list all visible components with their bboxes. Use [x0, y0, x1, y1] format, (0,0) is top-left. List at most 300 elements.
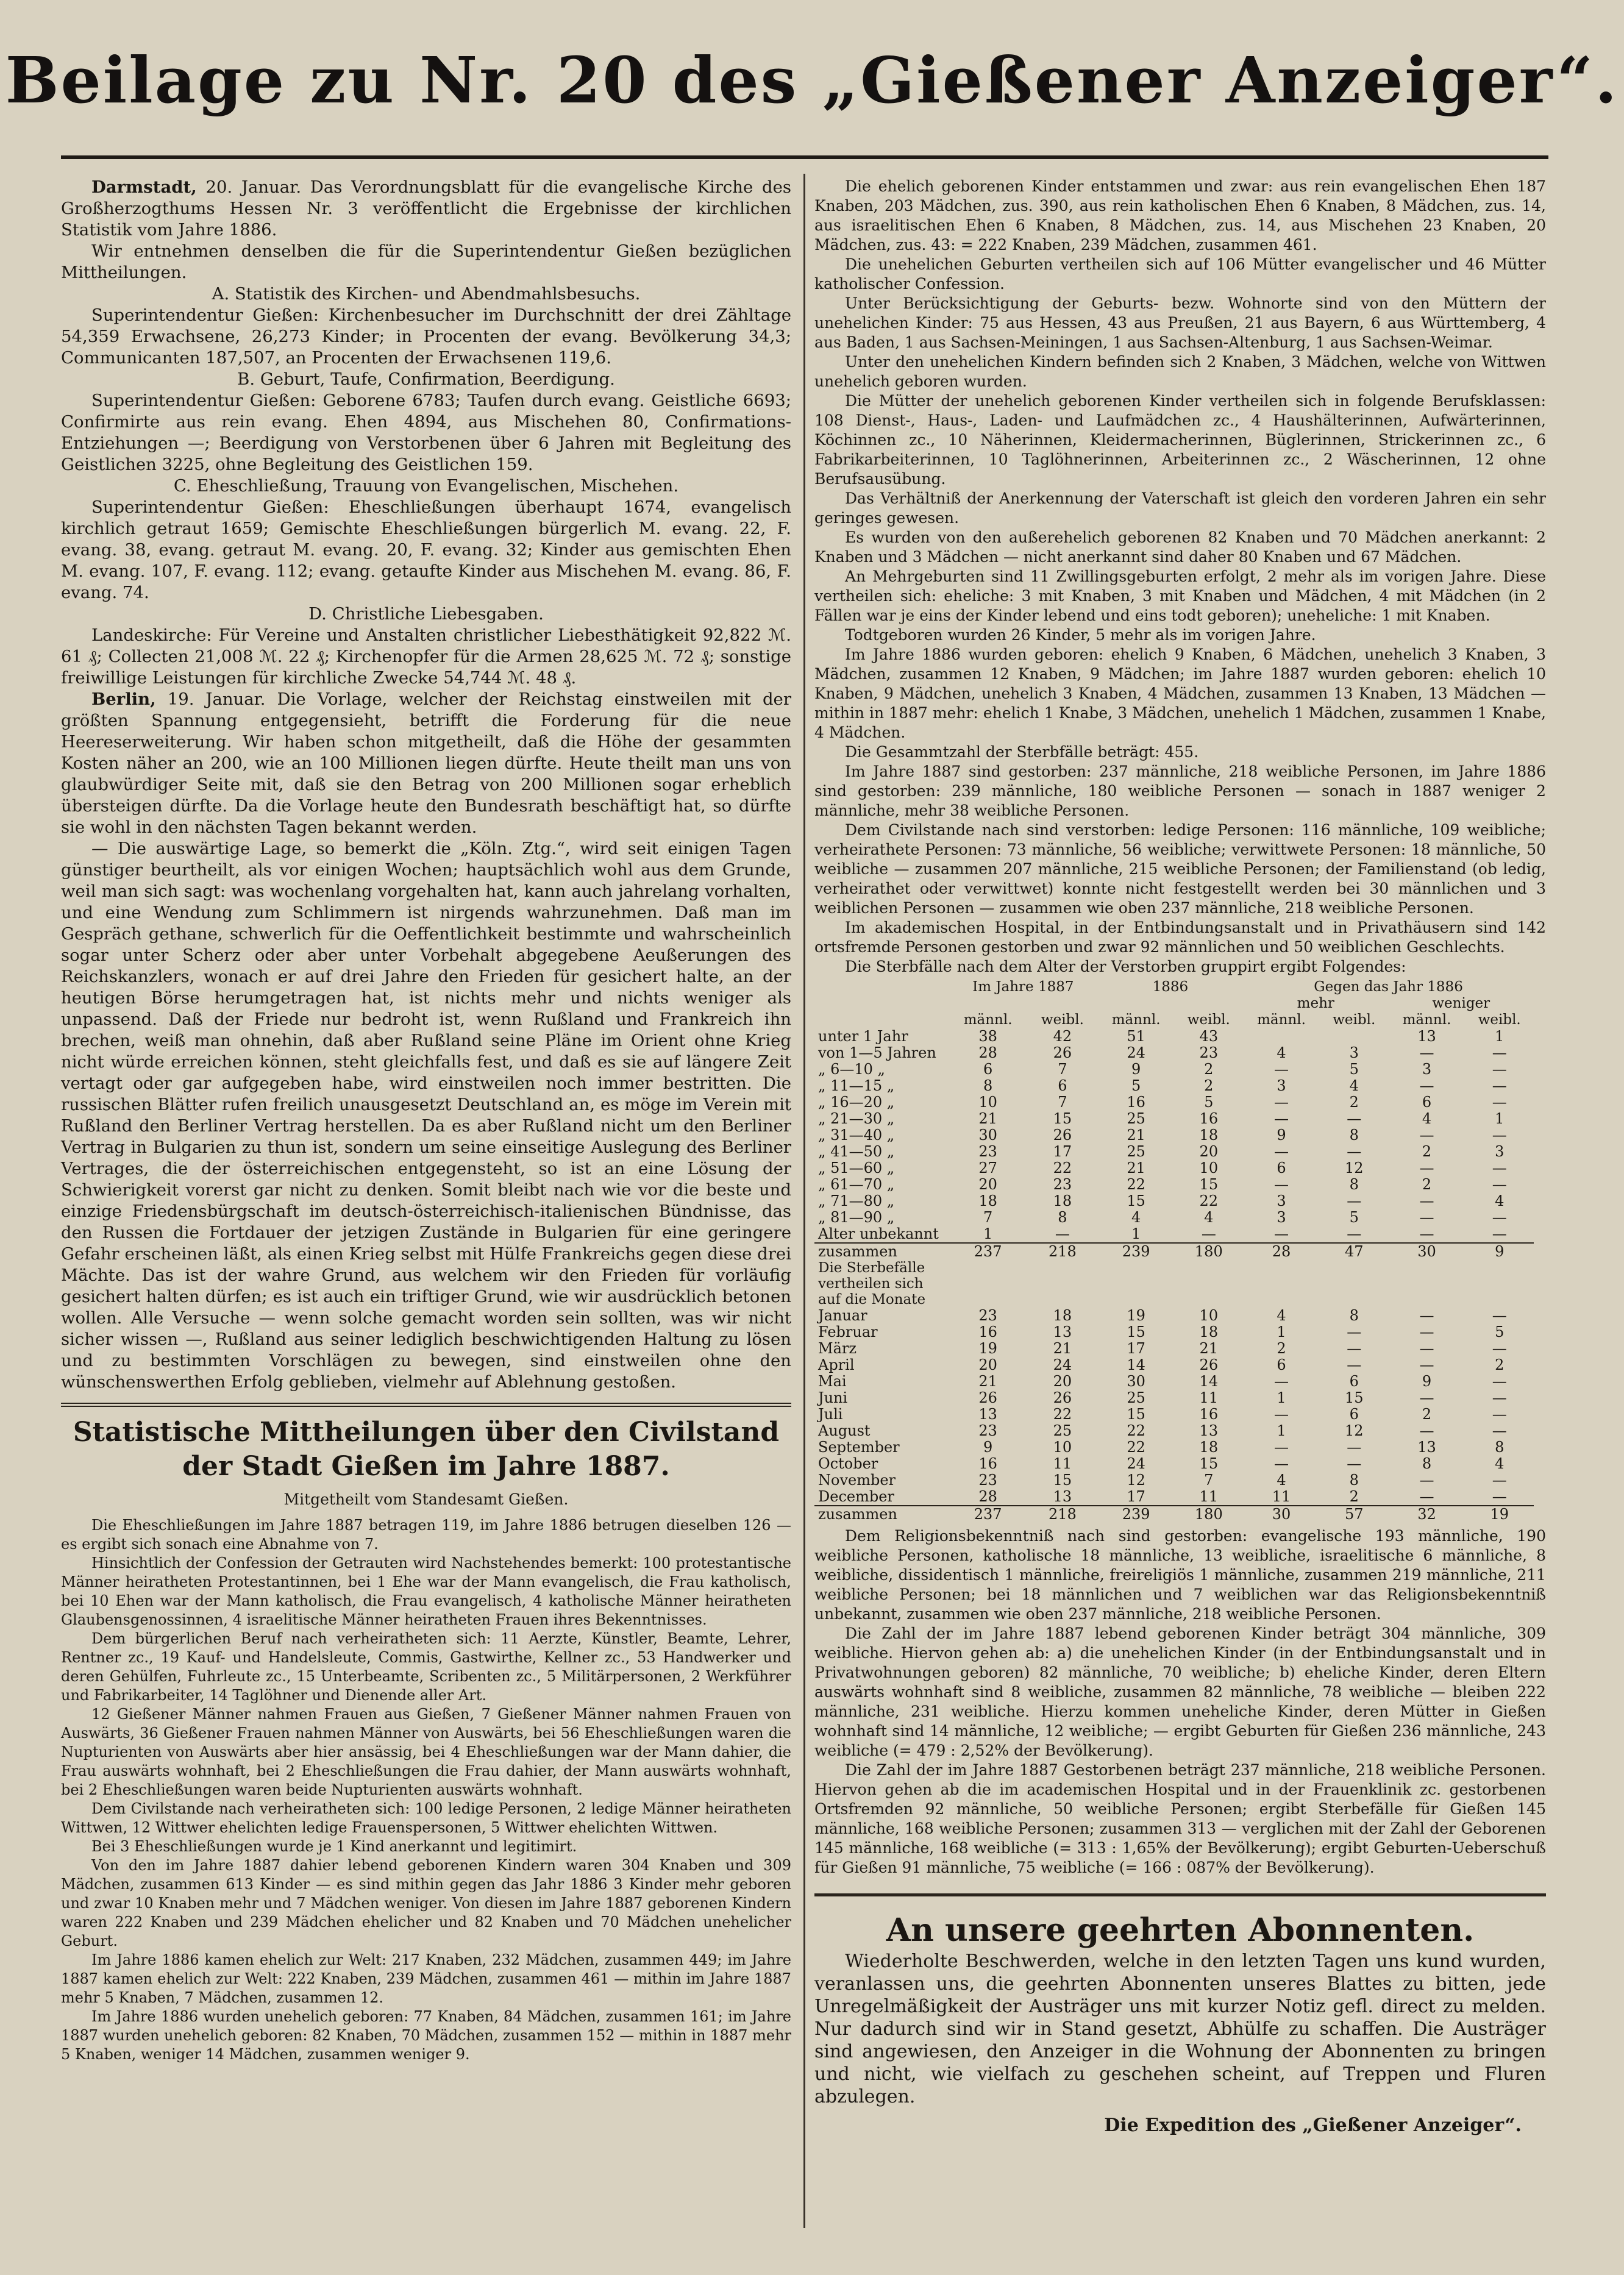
table-cell: 4: [1422, 1110, 1432, 1127]
table-cell: 9: [1422, 1373, 1432, 1390]
table-cell: 9: [1465, 1243, 1534, 1260]
row-label: zusammen: [814, 1243, 949, 1260]
table-cell: 13: [978, 1406, 997, 1423]
header-weibl: weibl.: [1187, 1012, 1230, 1028]
table-cell: 16: [978, 1323, 997, 1340]
table-header-row: [814, 995, 1534, 1012]
table-cell: —: [1274, 1439, 1289, 1456]
table-cell: —: [1492, 1061, 1507, 1078]
row-label: zusammen: [814, 1506, 949, 1523]
table-cell: 23: [1053, 1176, 1072, 1193]
table-cell: 21: [1127, 1159, 1145, 1177]
table-cell: 22: [1127, 1422, 1145, 1439]
row-label: „ 21—30 „: [818, 1110, 895, 1127]
table-cell: 23: [978, 1472, 997, 1489]
row-label: September: [818, 1439, 900, 1456]
table-cell: 3: [1422, 1061, 1432, 1078]
table-cell: 10: [1053, 1439, 1072, 1456]
section-d-text: Landeskirche: Für Vereine und Anstalten christlicher Liebesthätigkeit 92,822 ℳ. 61 ₰; Collecten 21,008 ℳ. 22 ₰; Kirchenopfer für die Armen 28,625 ℳ. 72 ₰; sonstige freiwillige Leistungen für kirchliche Zwecke 54,744 ℳ. 48 ₰.: [61, 625, 791, 688]
table-cell: 20: [1199, 1143, 1219, 1160]
header-1886: 1886: [1152, 979, 1189, 995]
table-cell: 38: [978, 1028, 997, 1045]
row-label: Februar: [818, 1323, 878, 1340]
table-cell: 2: [1349, 1488, 1359, 1505]
right-paragraph: Die unehelichen Geburten vertheilen sich auf 106 Mütter evangelischer und 46 Mütter katholischer Confession.: [814, 255, 1546, 293]
table-cell: 20: [978, 1176, 997, 1193]
table-cell: 51: [1127, 1028, 1145, 1045]
table-cell: 17: [1053, 1143, 1072, 1160]
article-byline: Mitgetheilt vom Standesamt Gießen.: [283, 1490, 569, 1508]
month-row: [814, 1439, 1534, 1456]
age-row: [814, 1061, 1534, 1078]
section-c-text: Superintendentur Gießen: Eheschließungen überhaupt 1674, evangelisch kirchlich getraut 1659; Gemischte Eheschließungen bürgerlich M. evang. 22, F. evang. 38, evang. getraut M. evang. 20, F. evang. 32; Kinder aus gemischten Ehen M. evang. 107, F. evang. 112; evang. getaufte Kinder aus Mischehen M. evang. 86, F. evang. 74.: [61, 497, 791, 602]
table-cell: —: [1274, 1143, 1289, 1160]
table-cell: 1: [1277, 1323, 1286, 1340]
table-cell: 18: [1199, 1323, 1219, 1340]
table-cell: —: [1274, 1455, 1289, 1472]
darmstadt-intro: 20. Januar. Das Verordnungsblatt für die evangelische Kirche des Großherzogthums Hessen Nr. 3 veröffentlicht die Ergebnisse der kirchlichen Statistik vom Jahre 1886.: [61, 177, 791, 240]
table-cell: 9: [1277, 1127, 1286, 1144]
table-cell: 13: [1417, 1439, 1436, 1456]
header-maennl: männl.: [1402, 1012, 1451, 1028]
row-label: „ 41—50 „: [818, 1143, 895, 1160]
right-paragraph: Todtgeboren wurden 26 Kinder, 5 mehr als im vorigen Jahre.: [845, 626, 1316, 644]
subscriber-notice: [814, 1893, 1546, 2137]
table-cell: 13: [1053, 1323, 1072, 1340]
table-cell: 17: [1127, 1340, 1145, 1357]
notice-title: An unsere geehrten Abonnenten.: [886, 1912, 1475, 1949]
table-cell: —: [1347, 1143, 1362, 1160]
table-cell: 24: [1127, 1044, 1145, 1061]
table-cell: —: [1419, 1209, 1434, 1226]
article-paragraph: Von den im Jahre 1887 dahier lebend geborenen Kindern waren 304 Knaben und 309 Mädchen, zusammen 613 Kinder — es sind mithin gegen das Jahr 1886 3 Kinder mehr geboren und zwar 10 Knaben mehr und 7 Mädchen weniger. Von diesen im Jahre 1887 geborenen Kindern waren 222 Knaben und 239 Mädchen ehelicher und 82 Knaben und 70 Mädchen unehelicher Geburt.: [61, 1857, 791, 1949]
right-paragraph: Die Sterbfälle nach dem Alter der Verstorben gruppirt ergibt Folgendes:: [845, 958, 1406, 975]
table-cell: 1: [983, 1225, 993, 1242]
table-cell: 11: [1199, 1389, 1219, 1406]
header-weniger: weniger: [1432, 995, 1490, 1011]
month-row: [814, 1489, 1534, 1506]
table-cell: 12: [1127, 1472, 1145, 1489]
month-row: [814, 1390, 1534, 1406]
age-row: [814, 1193, 1534, 1209]
row-label: April: [818, 1356, 855, 1373]
table-cell: —: [1274, 1225, 1289, 1242]
table-cell: 3: [1277, 1192, 1286, 1209]
table-cell: 28: [1243, 1243, 1320, 1260]
table-cell: 4: [1277, 1472, 1286, 1489]
article-paragraph: Hinsichtlich der Confession der Getrauten wird Nachstehendes bemerkt: 100 protestantische Männer heiratheten Protestantinnen, bei 1 Ehe war der Mann evangelisch, die Frau katholisch, bei 10 Ehen war der Mann katholisch, die Frau evangelisch, 4 katholische Männer heiratheten Glaubensgenossinnen, 4 israelitische Männer heiratheten Frauen ihres Bekenntnisses.: [61, 1554, 791, 1628]
table-corner: [814, 979, 949, 995]
article-paragraph: Bei 3 Eheschließungen wurde je 1 Kind anerkannt und legitimirt.: [91, 1838, 577, 1855]
table-cell: 2: [1277, 1340, 1286, 1357]
table-cell: 6: [983, 1061, 993, 1078]
table-cell: 239: [1098, 1506, 1175, 1523]
right-paragraph: Unter Berücksichtigung der Geburts- bezw. Wohnorte sind von den Müttern der unehelichen Kinder: 75 aus Hessen, 43 aus Preußen, 21 aus Bayern, 6 aus Württemberg, 4 aus Baden, 1 aus Sachsen-Meiningen, 1 aus Sachsen-Altenburg, 1 aus Sachsen-Weimar.: [814, 294, 1546, 351]
age-row: [814, 1226, 1534, 1243]
table-cell: 1: [1131, 1225, 1141, 1242]
table-cell: 30: [1243, 1506, 1320, 1523]
table-cell: 20: [978, 1356, 997, 1373]
table-cell: 8: [983, 1077, 993, 1094]
table-cell: 21: [1199, 1340, 1219, 1357]
row-label: März: [818, 1340, 857, 1357]
right-paragraph: Dem Civilstande nach sind verstorben: ledige Personen: 116 männliche, 109 weibliche; verheirathete Personen: 73 männliche, 56 weibliche; verwittwete Personen: 18 männliche, 50 weibliche — zusammen 207 männliche, 215 weibliche Personen; der Familienstand (ob ledig, verheirathet oder verwittwet) konnte nicht festgestellt werden bei 30 männlichen und 3 weiblichen Personen — zusammen wie oben 237 männliche, 218 weibliche Personen.: [814, 821, 1546, 917]
darmstadt-dateline: Darmstadt,: [91, 177, 197, 197]
table-cell: 12: [1344, 1159, 1364, 1177]
months-label-row: [814, 1260, 1534, 1308]
header-gegen: Gegen das Jahr 1886: [1314, 979, 1463, 995]
table-cell: 16: [978, 1455, 997, 1472]
table-cell: —: [1492, 1176, 1507, 1193]
table-cell: 3: [1495, 1143, 1505, 1160]
table-cell: [1320, 1028, 1389, 1045]
table-cell: 13: [1053, 1488, 1072, 1505]
total-row: [814, 1243, 1534, 1260]
age-row: [814, 1045, 1534, 1061]
table-cell: 22: [1053, 1406, 1072, 1423]
table-cell: —: [1419, 1323, 1434, 1340]
header-mehr: mehr: [1297, 995, 1334, 1011]
right-paragraph: Die Mütter der unehelich geborenen Kinder vertheilen sich in folgende Berufsklassen: 108 Dienst-, Haus-, Laden- und Laufmädchen zc., 4 Haushälterinnen, Aufwärterinnen, Köchinnen zc., 10 Näherinnen, Kleidermacherinnen, Büglerinnen, Strickerinnen zc., 6 Fabrikarbeiterinnen, 10 Taglöhnerinnen, Arbeiterinnen zc., 2 Wäscherinnen, 12 ohne Berufsausübung.: [814, 392, 1546, 488]
table-cell: [1243, 1028, 1320, 1045]
table-cell: 10: [978, 1094, 997, 1111]
row-label: „ 81—90 „: [818, 1209, 895, 1226]
table-cell: 6: [1277, 1159, 1286, 1177]
table-cell: 15: [1344, 1389, 1364, 1406]
month-row: [814, 1340, 1534, 1357]
table-cell: 8: [1349, 1307, 1359, 1324]
table-cell: 1: [1495, 1110, 1505, 1127]
table-cell: 3: [1349, 1044, 1359, 1061]
header-maennl: männl.: [963, 1012, 1013, 1028]
table-cell: 22: [1127, 1439, 1145, 1456]
table-cell: 32: [1389, 1506, 1466, 1523]
table-cell: —: [1347, 1110, 1362, 1127]
table-cell: —: [1419, 1472, 1434, 1489]
row-label: „ 51—60 „: [818, 1159, 895, 1177]
table-cell: 22: [1053, 1159, 1072, 1177]
month-row: [814, 1472, 1534, 1489]
table-cell: 24: [1127, 1455, 1145, 1472]
article-paragraph: Dem Civilstande nach verheiratheten sich: 100 ledige Personen, 2 ledige Männer heiratheten Wittwen, 12 Wittwer ehelichten ledige Frauenspersonen, 5 Wittwer ehelichten Wittwen.: [61, 1800, 791, 1836]
article-paragraph: Im Jahre 1886 kamen ehelich zur Welt: 217 Knaben, 232 Mädchen, zusammen 449; im Jahre 1887 kamen ehelich zur Welt: 222 Knaben, 239 Mädchen, zusammen 461 — mithin im Jahre 1887 mehr 5 Knaben, 7 Mädchen, zusammen 12.: [61, 1951, 791, 2006]
table-cell: —: [1419, 1422, 1434, 1439]
table-cell: 4: [1277, 1044, 1286, 1061]
table-cell: 28: [978, 1488, 997, 1505]
table-cell: 237: [949, 1243, 1027, 1260]
table-cell: 19: [1127, 1307, 1145, 1324]
table-cell: 25: [1127, 1110, 1145, 1127]
row-label: unter 1 Jahr: [818, 1028, 908, 1045]
row-label: „ 6—10 „: [818, 1061, 885, 1078]
table-cell: 7: [1058, 1094, 1067, 1111]
table-cell: 18: [1053, 1307, 1072, 1324]
row-label: Januar: [818, 1307, 867, 1324]
month-row: [814, 1423, 1534, 1439]
table-cell: 25: [1053, 1422, 1072, 1439]
left-column: [61, 177, 791, 2064]
table-cell: 4: [1495, 1192, 1505, 1209]
table-cell: 9: [1131, 1061, 1141, 1078]
table-cell: 2: [1495, 1356, 1505, 1373]
table-cell: —: [1347, 1192, 1362, 1209]
section-b-text: Superintendentur Gießen: Geborene 6783; Taufen durch evang. Geistliche 6693; Confirmirte aus rein evang. Ehen 4894, aus Mischehen 80, Confirmations-Entziehungen —; Beerdigung von Verstorbenen über 6 Jahren mit Begleitung des Geistlichen 3225, ohne Begleitung des Geistlichen 159.: [61, 391, 791, 474]
row-label: Alter unbekannt: [818, 1225, 939, 1242]
table-cell: —: [1347, 1455, 1362, 1472]
table-cell: 26: [1053, 1389, 1072, 1406]
article-paragraph: Die Eheschließungen im Jahre 1887 betragen 119, im Jahre 1886 betrugen dieselben 126 — es ergibt sich sonach eine Abnahme von 7.: [61, 1517, 791, 1553]
darmstadt-report: [61, 177, 791, 241]
table-cell: 18: [1053, 1192, 1072, 1209]
table-cell: —: [1492, 1488, 1507, 1505]
table-cell: 21: [978, 1373, 997, 1390]
table-cell: 3: [1277, 1077, 1286, 1094]
article-title: Statistische Mittheilungen über den Civilstand der Stadt Gießen im Jahre 1887.: [73, 1417, 780, 1482]
table-cell: —: [1419, 1356, 1434, 1373]
table-cell: 13: [1417, 1028, 1436, 1045]
row-label: „ 61—70 „: [818, 1176, 895, 1193]
table-cell: 5: [1349, 1061, 1359, 1078]
right-paragraph: Es wurden von den außerehelich geborenen 82 Knaben und 70 Mädchen anerkannt: 2 Knaben und 3 Mädchen — nicht anerkannt sind daher 80 Knaben und 67 Mädchen.: [814, 529, 1546, 566]
article-body: [61, 1516, 791, 2064]
table-cell: —: [1492, 1389, 1507, 1406]
table-cell: 27: [978, 1159, 997, 1177]
table-cell: —: [1274, 1373, 1289, 1390]
table-cell: 15: [1127, 1406, 1145, 1423]
section-heading-c: C. Eheschließung, Trauung von Evangelischen, Mischehen.: [173, 476, 679, 496]
table-cell: 237: [949, 1506, 1027, 1523]
mortality-table-body: [814, 979, 1534, 1523]
table-cell: 1: [1277, 1422, 1286, 1439]
table-cell: 8: [1422, 1455, 1432, 1472]
table-cell: 13: [1199, 1422, 1219, 1439]
age-row: [814, 1209, 1534, 1226]
table-cell: —: [1347, 1323, 1362, 1340]
table-cell: —: [1492, 1307, 1507, 1324]
month-row: [814, 1406, 1534, 1423]
age-row: [814, 1111, 1534, 1127]
right-paragraph: Das Verhältniß der Anerkennung der Vaterschaft ist gleich den vorderen Jahren ein sehr geringes gewesen.: [814, 490, 1546, 527]
table-cell: 16: [1127, 1094, 1145, 1111]
row-label: „ 16—20 „: [818, 1094, 895, 1111]
table-cell: 26: [1199, 1356, 1219, 1373]
month-row: [814, 1308, 1534, 1324]
header-weibl: weibl.: [1333, 1012, 1376, 1028]
table-cell: 2: [1422, 1176, 1432, 1193]
table-cell: 42: [1053, 1028, 1072, 1045]
column-divider: [803, 174, 805, 2228]
table-cell: 30: [1127, 1373, 1145, 1390]
table-cell: 4: [1349, 1077, 1359, 1094]
table-cell: 30: [978, 1127, 997, 1144]
table-cell: 12: [1344, 1422, 1364, 1439]
month-row: [814, 1357, 1534, 1373]
table-cell: —: [1419, 1340, 1434, 1357]
table-cell: 9: [983, 1439, 993, 1456]
table-cell: —: [1492, 1340, 1507, 1357]
table-header-row: [814, 1012, 1534, 1028]
table-cell: —: [1492, 1422, 1507, 1439]
age-row: [814, 1094, 1534, 1111]
table-cell: —: [1492, 1472, 1507, 1489]
table-cell: —: [1274, 1094, 1289, 1111]
table-cell: 218: [1027, 1243, 1097, 1260]
table-cell: 7: [983, 1209, 993, 1226]
table-cell: 28: [978, 1044, 997, 1061]
table-cell: 218: [1027, 1506, 1097, 1523]
table-cell: —: [1419, 1192, 1434, 1209]
notice-signature: Die Expedition des „Gießener Anzeiger“.: [1104, 2115, 1522, 2136]
table-cell: 6: [1422, 1094, 1432, 1111]
table-cell: —: [1492, 1209, 1507, 1226]
table-cell: 23: [1199, 1044, 1219, 1061]
table-cell: 10: [1199, 1159, 1219, 1177]
month-row: [814, 1373, 1534, 1390]
table-cell: 2: [1204, 1077, 1214, 1094]
row-label: November: [818, 1472, 896, 1489]
table-cell: 180: [1175, 1506, 1244, 1523]
table-cell: 7: [1058, 1061, 1067, 1078]
right-paragraph: Die Zahl der im Jahre 1887 Gestorbenen beträgt 237 männliche, 218 weibliche Personen. Hiervon gehen ab die im academischen Hospital und in der Frauenklinik zc. gestorbenen Ortsfremden 92 männliche, 50 weibliche Personen; ergibt Sterbefälle für Gießen 145 männliche, 168 weibliche Personen; zusammen 313 — verglichen mit der Zahl der Geborenen 145 männliche, 168 weibliche (= 313 : 1,65% der Bevölkerung); ergibt Geburten-Ueberschuß für Gießen 91 männliche, 75 weibliche (= 166 : 087% der Bevölkerung).: [814, 1761, 1546, 1876]
table-cell: 26: [978, 1389, 997, 1406]
total-row: [814, 1506, 1534, 1523]
berlin-report: [61, 689, 791, 838]
table-cell: —: [1274, 1406, 1289, 1423]
table-cell: 25: [1127, 1389, 1145, 1406]
table-cell: —: [1492, 1094, 1507, 1111]
row-label: October: [818, 1455, 878, 1472]
age-row: [814, 1160, 1534, 1177]
table-cell: 4: [1204, 1209, 1214, 1226]
article-paragraph: 12 Gießener Männer nahmen Frauen aus Gießen, 7 Gießener Männer nahmen Frauen von Auswärts, 36 Gießener Frauen nahmen Männer von Auswärts, bei 56 Eheschließungen waren die Nupturienten von Auswärts aber hier ansässig, bei 4 Eheschließungen war der Mann dahier, die Frau auswärts wohnhaft, bei 2 Eheschließungen die Frau dahier, der Mann auswärts wohnhaft, bei 2 Eheschließungen waren beide Nupturienten auswärts wohnhaft.: [61, 1706, 791, 1798]
header-1887: Im Jahre 1887: [972, 979, 1074, 995]
age-row: [814, 1127, 1534, 1144]
right-paragraph: Die Gesammtzahl der Sterbfälle beträgt: 455.: [845, 743, 1199, 761]
right-paragraph: Im akademischen Hospital, in der Entbindungsanstalt und in Privathäusern sind 142 ortsfremde Personen gestorben und zwar 92 männlichen und 50 weiblichen Geschlechts.: [814, 919, 1546, 956]
table-cell: —: [1274, 1061, 1289, 1078]
table-cell: 6: [1277, 1356, 1286, 1373]
table-cell: 15: [1127, 1323, 1145, 1340]
table-cell: —: [1274, 1176, 1289, 1193]
table-cell: —: [1419, 1077, 1434, 1094]
table-cell: —: [1419, 1127, 1434, 1144]
table-cell: 1: [1277, 1389, 1286, 1406]
section-a-text: Superintendentur Gießen: Kirchenbesucher im Durchschnitt der drei Zähltage 54,359 Erwachsene, 26,273 Kinder; in Procenten der evang. Bevölkerung 34,3; Communicanten 187,507, an Procenten der Erwachsenen 119,6.: [61, 305, 791, 368]
right-paragraph: Unter den unehelichen Kindern befinden sich 2 Knaben, 3 Mädchen, welche von Wittwen unehelich geboren wurden.: [814, 353, 1546, 390]
table-cell: 11: [1053, 1455, 1072, 1472]
table-cell: —: [1492, 1044, 1507, 1061]
table-cell: 5: [1349, 1209, 1359, 1226]
table-cell: 18: [1199, 1439, 1219, 1456]
table-cell: 16: [1199, 1406, 1219, 1423]
table-cell: 14: [1127, 1356, 1145, 1373]
table-cell: —: [1492, 1127, 1507, 1144]
table-cell: 15: [1127, 1192, 1145, 1209]
notice-text: Wiederholte Beschwerden, welche in den letzten Tagen uns kund wurden, veranlassen uns, die geehrten Abonnenten unseres Blattes zu bitten, jede Unregelmäßigkeit der Austräger uns mit kurzer Notiz gefl. direct zu melden. Nur dadurch sind wir in Stand gesetzt, Abhülfe zu schaffen. Die Austräger sind angewiesen, den Anzeiger in die Wohnung der Abonnenten zu bringen und nicht, wie vielfach zu geschehen scheint, auf Treppen und Fluren abzulegen.: [814, 1951, 1546, 2107]
table-cell: 4: [1495, 1455, 1505, 1472]
table-cell: 24: [1053, 1356, 1072, 1373]
table-header-row: [814, 979, 1534, 995]
table-cell: 8: [1349, 1127, 1359, 1144]
row-label: Juli: [818, 1406, 843, 1423]
section-heading-a: A. Statistik des Kirchen- und Abendmahlsbesuchs.: [212, 284, 641, 304]
table-cell: 19: [978, 1340, 997, 1357]
table-cell: 15: [1053, 1472, 1072, 1489]
table-cell: 43: [1199, 1028, 1219, 1045]
table-cell: 10: [1199, 1307, 1219, 1324]
table-cell: 26: [1053, 1127, 1072, 1144]
table-cell: —: [1201, 1225, 1216, 1242]
row-label: August: [818, 1422, 871, 1439]
table-cell: 21: [1127, 1127, 1145, 1144]
table-cell: 2: [1204, 1061, 1214, 1078]
table-cell: 23: [978, 1422, 997, 1439]
table-cell: —: [1492, 1077, 1507, 1094]
table-cell: 6: [1349, 1406, 1359, 1423]
table-cell: —: [1347, 1356, 1362, 1373]
table-cell: 8: [1495, 1439, 1505, 1456]
table-cell: 2: [1349, 1094, 1359, 1111]
table-cell: 17: [1127, 1488, 1145, 1505]
row-label: Juni: [818, 1389, 848, 1406]
table-cell: 18: [978, 1192, 997, 1209]
table-cell: —: [1055, 1225, 1070, 1242]
berlin-intro: 19. Januar. Die Vorlage, welcher der Reichstag einstweilen mit der größten Spannung entgegensieht, betrifft die Forderung für die neue Heereserweiterung. Wir haben schon mitgetheilt, daß die Höhe der gesammten Kosten näher an 200, wie an 100 Millionen liegen dürfte. Heute theilt man uns von glaubwürdiger Seite mit, daß sie den Betrag von 200 Millionen sogar erheblich übersteigen dürfte. Da die Vorlage heute den Bundesrath beschäftigt hat, so dürfte sie wohl in den nächsten Tagen bekannt werden.: [61, 689, 791, 837]
header-maennl: männl.: [1257, 1012, 1306, 1028]
table-cell: —: [1492, 1406, 1507, 1423]
right-paragraph: Im Jahre 1887 sind gestorben: 237 männliche, 218 weibliche Personen, im Jahre 1886 sind gestorben: 239 männliche, 180 weibliche Personen — sonach in 1887 weniger 2 männliche, mehr 38 weibliche Personen.: [814, 763, 1546, 819]
table-cell: 26: [1053, 1044, 1072, 1061]
table-cell: 22: [1127, 1176, 1145, 1193]
table-cell: —: [1492, 1373, 1507, 1390]
right-paragraph: Die ehelich geborenen Kinder entstammen und zwar: aus rein evangelischen Ehen 187 Knaben, 203 Mädchen, zus. 390, aus rein katholischen Ehen 6 Knaben, 8 Mädchen, zus. 14, aus israelitischen Ehen 6 Knaben, 8 Mädchen, zus. 14, aus Mischehen 23 Knaben, 20 Mädchen, zus. 43: = 222 Knaben, 239 Mädchen, zusammen 461.: [814, 177, 1546, 254]
masthead-title: Beilage zu Nr. 20 des „Gießener Anzeiger“.: [5, 43, 1619, 118]
header-maennl: männl.: [1111, 1012, 1161, 1028]
table-cell: —: [1419, 1488, 1434, 1505]
table-cell: 1: [1495, 1028, 1505, 1045]
table-cell: —: [1419, 1044, 1434, 1061]
masthead-rule: [61, 155, 1548, 159]
darmstadt-paragraph: Wir entnehmen denselben die für die Superintendentur Gießen bezüglichen Mittheilungen.: [61, 241, 791, 282]
table-cell: —: [1347, 1439, 1362, 1456]
table-cell: 15: [1053, 1110, 1072, 1127]
table-cell: 5: [1131, 1077, 1141, 1094]
right-column: [814, 177, 1546, 2137]
row-label: „ 71—80 „: [818, 1192, 895, 1209]
row-label: December: [818, 1488, 894, 1505]
table-cell: —: [1419, 1307, 1434, 1324]
table-cell: 25: [1127, 1143, 1145, 1160]
table-cell: 4: [1277, 1307, 1286, 1324]
mortality-table: [814, 979, 1534, 1523]
header-weibl: weibl.: [1478, 1012, 1521, 1028]
table-cell: —: [1347, 1340, 1362, 1357]
row-label: von 1—5 Jahren: [818, 1044, 936, 1061]
months-label: Die Sterbefälle vertheilen sich auf die Monate: [818, 1260, 926, 1308]
table-cell: 20: [1053, 1373, 1072, 1390]
table-cell: 2: [1422, 1406, 1432, 1423]
table-cell: 11: [1199, 1488, 1219, 1505]
table-cell: 8: [1058, 1209, 1067, 1226]
right-paragraph: Dem Religionsbekenntniß nach sind gestorben: evangelische 193 männliche, 190 weibliche Personen, katholische 18 männliche, 13 weibliche, israelitische 6 männliche, 8 weibliche, dissidentisch 1 männliche, freireligiös 1 männliche, zusammen 219 männliche, 211 weibliche Personen; bei 18 männlichen und 7 weiblichen war das Religionsbekenntniß unbekannt, zusammen wie oben 237 männliche, 218 weibliche Personen.: [814, 1527, 1546, 1623]
table-cell: 8: [1349, 1176, 1359, 1193]
table-cell: 5: [1495, 1323, 1505, 1340]
table-cell: 30: [1389, 1243, 1466, 1260]
table-cell: 21: [1053, 1340, 1072, 1357]
header-weibl: weibl.: [1041, 1012, 1084, 1028]
table-cell: 11: [1272, 1488, 1291, 1505]
month-row: [814, 1456, 1534, 1472]
